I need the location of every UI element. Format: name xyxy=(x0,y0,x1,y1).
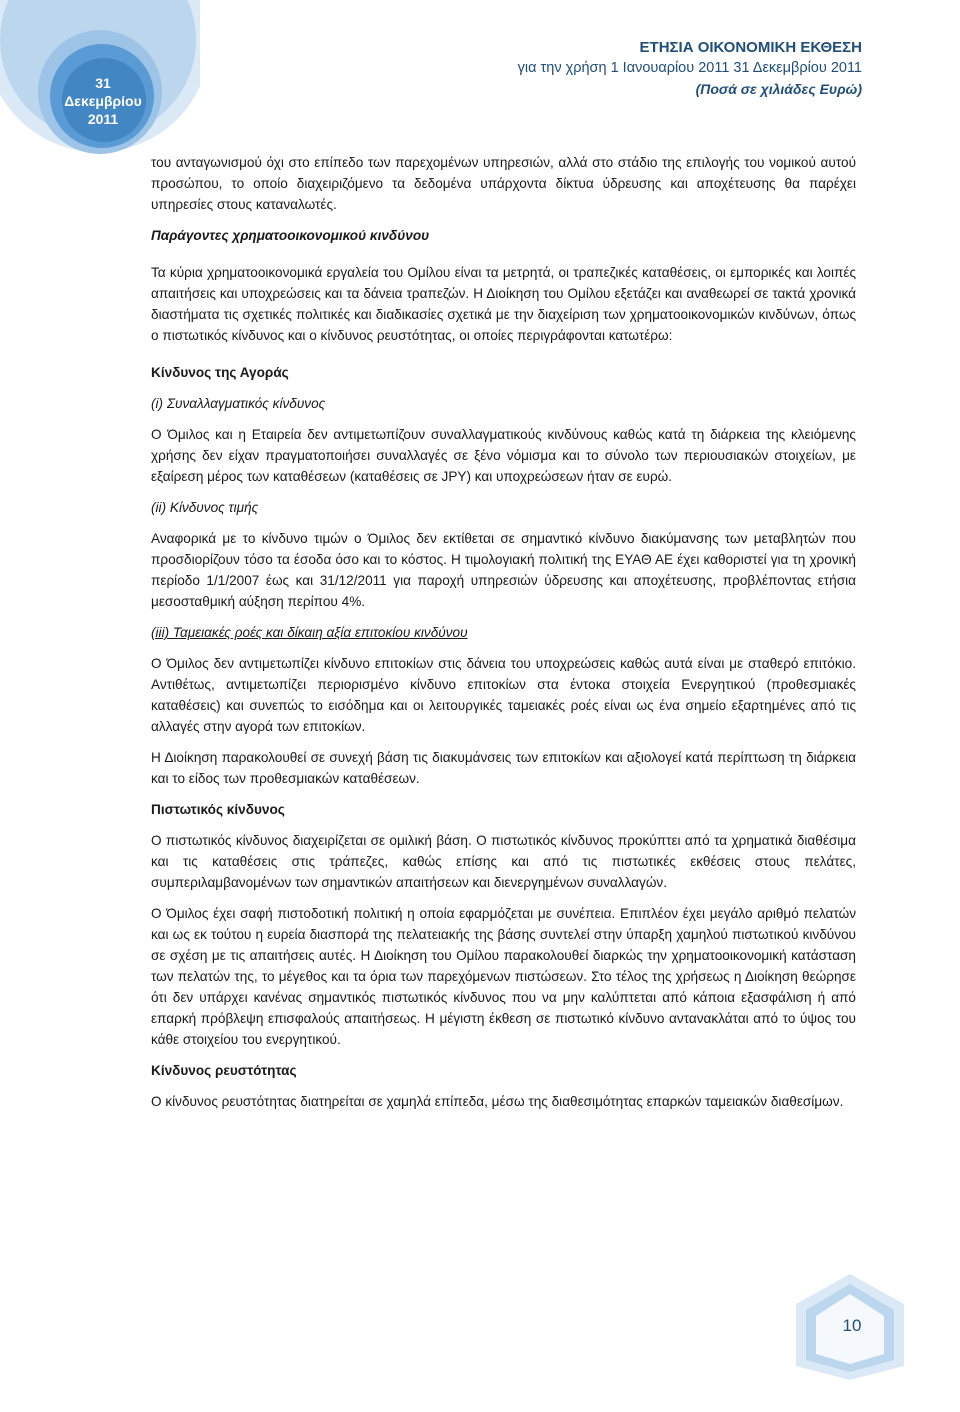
risk-factors-paragraph: Τα κύρια χρηματοοικονομικά εργαλεία του Ομίλου είναι τα μετρητά, οι τραπεζικές καταθέσεις, οι εμπορικές και λοιπές απαιτήσεις και υποχρεώσεις και τα δάνεια τραπεζών. Η Διοίκηση του Ομίλου εξετάζει και αναθεωρεί σε τακτά χρονικά διαστήματα τις σχετικές πολιτικές και διαδικασίες σχετικά με την διαχείριση των χρηματοοικονομικών κινδύνων, όπως ο πιστωτικός κίνδυνος και ο κίνδυνος ρευστότητας, οι οποίες περιγράφονται κατωτέρω: xyxy=(151,265,856,343)
cashflow-risk-paragraph-2: Η Διοίκηση παρακολουθεί σε συνεχή βάση τις διακυμάνσεις των επιτοκίων και αξιολογεί κατά περίπτωση τη διάρκεια και το είδος των προθεσμιακών καταθέσεων. xyxy=(151,750,856,786)
fx-risk-heading: (i) Συναλλαγματικός κίνδυνος xyxy=(151,396,326,411)
date-badge xyxy=(58,74,148,128)
market-risk-heading: Κίνδυνος της Αγοράς xyxy=(151,365,289,380)
credit-risk-paragraph-2: Ο Όμιλος έχει σαφή πιστοδοτική πολιτική η οποία εφαρμόζεται με συνέπεια. Επιπλέον έχει μεγάλο αριθμό πελατών και ως εκ τούτου η ευρεία διασπορά της πελατειακής της βάσης συντελεί στην ύπαρξη χαμηλού πιστωτικού κινδύνου σε σχέση με τις απαιτήσεις αυτές. Η Διοίκηση του Ομίλου παρακολουθεί διαρκώς την χρηματοοικονομική κατάσταση των πελατών της, το μέγεθος και τα όρια των παρεχόμενων πιστώσεων. Στο τέλος της χρήσεως η Διοίκηση θεώρησε ότι δεν υπάρχει κανένας σημαντικός πιστωτικός κίνδυνος που να μην καλύπτεται από κάποια εξασφάλιση ή από επαρκή πρόβλεψη επισφαλούς απαιτήσεως. Η μέγιστη έκθεση σε πιστωτικό κίνδυνο αντανακλάται από το ύψος του κάθε στοιχείου του ενεργητικού. xyxy=(151,906,856,1047)
page-number: 10 xyxy=(842,1316,862,1335)
report-header xyxy=(518,37,862,100)
cashflow-risk-heading: (iii) Ταμειακές ροές και δίκαιη αξία επιτοκίου κινδύνου xyxy=(151,625,468,640)
intro-paragraph: του ανταγωνισμού όχι στο επίπεδο των παρεχομένων υπηρεσιών, αλλά στο στάδιο της επιλογής του νομικού αυτού προσώπου, το οποίο διαχειριζόμενο τα δεδομένα υπάρχοντα δίκτυα ύδρευσης και αποχέτευσης θα παρέχει υπηρεσίες στους καταναλωτές. xyxy=(151,155,856,212)
report-title: ΕΤΗΣΙΑ ΟΙΚΟΝΟΜΙΚΗ ΕΚΘΕΣΗ xyxy=(639,39,862,56)
badge-day: 31 xyxy=(95,75,111,91)
cashflow-risk-paragraph-1: Ο Όμιλος δεν αντιμετωπίζει κίνδυνο επιτοκίων στις δάνεια του υποχρεώσεις καθώς αυτά είναι με σταθερό επιτόκιο. Αντιθέτως, αντιμετωπίζει περιορισμένο κίνδυνο επιτοκίων στα έντοκα στοιχεία Ενεργητικού (προθεσμιακές καταθέσεις) και συνεπώς το εισόδημα και οι λειτουργικές ταμειακές ροές είναι ως ένα σημείο εξαρτημένες από τις αλλαγές στην αγορά των επιτοκίων. xyxy=(151,656,856,734)
badge-year: 2011 xyxy=(87,111,119,127)
report-units: (Ποσά σε χιλιάδες Ευρώ) xyxy=(695,81,862,97)
risk-factors-heading: Παράγοντες χρηματοοικονομικού κινδύνου xyxy=(151,228,430,243)
document-body xyxy=(151,152,856,1112)
credit-risk-paragraph-1: Ο πιστωτικός κίνδυνος διαχειρίζεται σε ομιλική βάση. Ο πιστωτικός κίνδυνος προκύπτει από τα χρηματικά διαθέσιμα και τις καταθέσεις στις τράπεζες, καθώς επίσης και από τις πιστωτικές εκθέσεις στους πελάτες, συμπεριλαμβανομένων των σημαντικών απαιτήσεων και διενεργημένων συναλλαγών. xyxy=(151,833,856,890)
price-risk-paragraph: Αναφορικά με το κίνδυνο τιμών ο Όμιλος δεν εκτίθεται σε σημαντικό κίνδυνο διακύμανσης των μεταβλητών που προσδιορίζουν τόσο τα έσοδα όσο και το κόστος. Η τιμολογιακή πολιτική της ΕΥΑΘ ΑΕ έχει καθοριστεί για τη χρονική περίοδο 1/1/2007 έως και 31/12/2011 για παροχή υπηρεσιών ύδρευσης και αποχέτευσης, προβλέποντας ετήσια μεσοσταθμική αύξηση περίπου 4%. xyxy=(151,531,856,609)
liquidity-risk-heading: Κίνδυνος ρευστότητας xyxy=(151,1063,297,1078)
report-period: για την χρήση 1 Ιανουαρίου 2011 31 Δεκεμβρίου 2011 xyxy=(517,60,862,76)
credit-risk-heading: Πιστωτικός κίνδυνος xyxy=(151,802,285,817)
price-risk-heading: (ii) Κίνδυνος τιμής xyxy=(151,500,259,515)
fx-risk-paragraph: Ο Όμιλος και η Εταιρεία δεν αντιμετωπίζουν συναλλαγματικούς κινδύνους καθώς κατά τη διάρκεια της κλειόμενης χρήσης δεν είχαν πραγματοποιήσει συναλλαγές σε ξένο νόμισμα και το σύνολο των περιουσιακών στοιχείων, με εξαίρεση μέρος των καταθέσεων (καταθέσεις σε JPY) και υποχρεώσεων ήταν σε ευρώ. xyxy=(151,427,856,484)
liquidity-risk-paragraph: Ο κίνδυνος ρευστότητας διατηρείται σε χαμηλά επίπεδα, μέσω της διαθεσιμότητας επαρκών ταμειακών διαθεσίμων. xyxy=(151,1094,844,1109)
badge-month: Δεκεμβρίου xyxy=(64,93,142,109)
